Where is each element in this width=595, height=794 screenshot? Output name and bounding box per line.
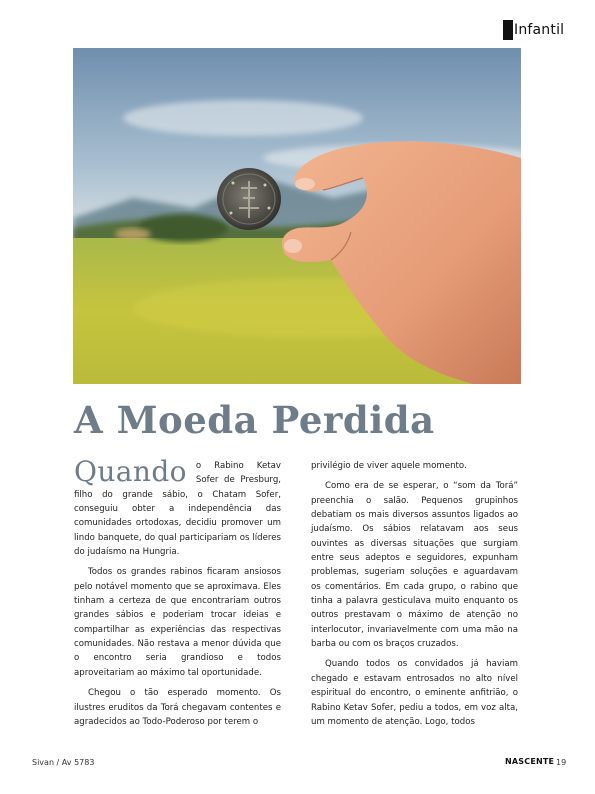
page-number: 19: [556, 758, 567, 767]
section-tag-block: [503, 20, 513, 40]
paragraph: Quando todos os convidados já haviam chegado e estavam entrosados no alto nível espiritual do encontro, o eminente anfitrião, o Rabino Ketav Sofer, pediu a todos, em voz alta, um momento de atenção. Logo, todos: [311, 659, 518, 727]
paragraph: privilégio de viver aquele momento.: [311, 461, 467, 471]
article-title: A Moeda Perdida: [74, 398, 435, 442]
section-label: Infantil: [514, 22, 565, 38]
issue-date: Sivan / Av 5783: [32, 758, 95, 767]
magazine-logo: NASCENTE: [505, 757, 555, 766]
paragraph-text: o Rabino Ketav Sofer de Presburg, filho do grande sábio, o Chatam Sofer, conseguiu obter a independência das comunidades ortodoxas, decidiu promover um lindo banquete, do qual participariam os líderes do judaísmo na Hungria.: [74, 461, 281, 558]
drop-cap-word: Quando: [74, 455, 187, 488]
paragraph: [74, 455, 281, 559]
hero-illustration: [73, 48, 521, 384]
paragraph: Todos os grandes rabinos ficaram ansiosos pelo notável momento que se aproximava. Eles tinham a certeza de que encontrariam outros grandes sábios e poderiam trocar ideias e compartilhar as experiências das respectivas comunidades. Não restava a menor dúvida que o encontro seria grandioso e todos aproveitariam ao máximo tal oportunidade.: [74, 567, 281, 678]
paragraph: Chegou o tão esperado momento. Os ilustres eruditos da Torá chegavam contentes e agradecidos ao Todo-Poderoso por terem o: [74, 688, 281, 727]
article-column-right: [311, 459, 518, 735]
article-column-left: [74, 455, 281, 735]
section-tag: [503, 20, 564, 40]
hero-image: [73, 48, 521, 384]
paragraph: Como era de se esperar, o “som da Torá” preenchia o salão. Pequenos grupinhos debatiam os mais diversos assuntos ligados ao judaísmo. Os sábios relatavam aos seus ouvintes as diversas situações que surgiam entre seus adeptos e seguidores, expunham problemas, sugeriam soluções e aguardavam os comentários. Em cada grupo, o rabino que tinha a palavra gesticulava muito enquanto os outros prestavam o máximo de atenção no interlocutor, invariavelmente com uma mão na barba ou com os braços cruzados.: [311, 481, 518, 650]
